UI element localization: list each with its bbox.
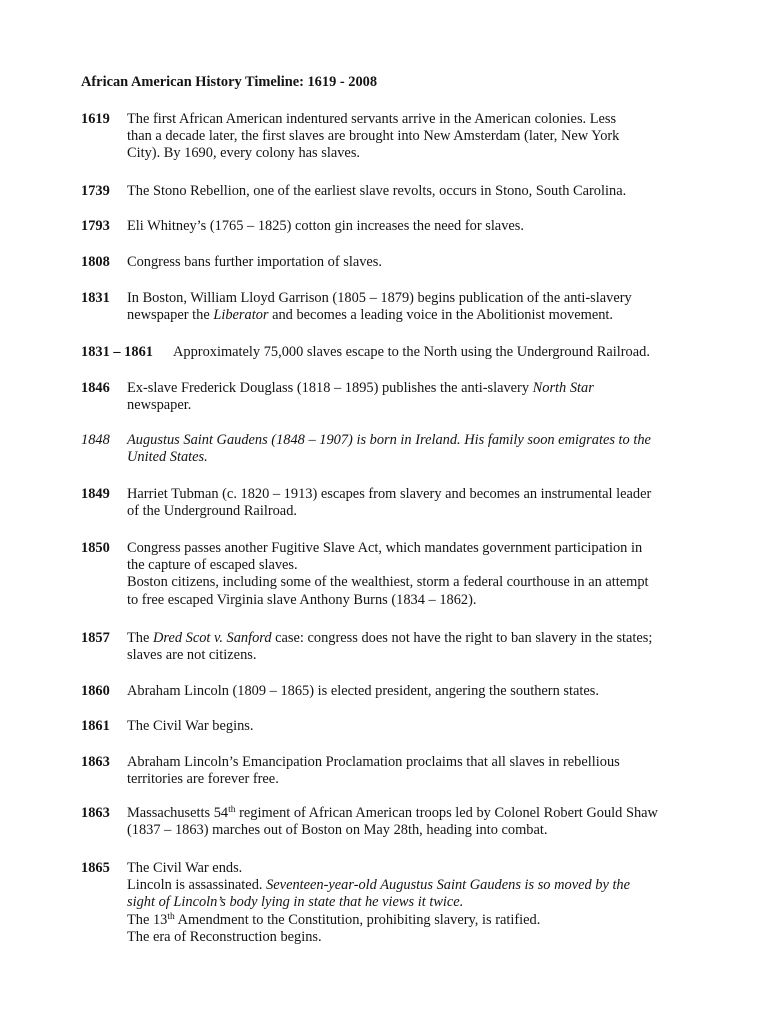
description-line xyxy=(127,111,697,128)
italic-text: Seventeen-year-old Augustus Saint Gaudens is so moved by the xyxy=(266,877,631,894)
entry-year: 1850 xyxy=(81,540,110,556)
description-line xyxy=(127,574,697,591)
description-line xyxy=(127,380,697,397)
text-run: Massachusetts 54 xyxy=(127,805,229,821)
entry-description xyxy=(127,218,697,235)
text-run: Eli Whitney’s (1765 – 1825) cotton gin increases the need for slaves. xyxy=(127,218,524,234)
description-line xyxy=(127,929,697,946)
entry-year: 1846 xyxy=(81,380,110,396)
description-line xyxy=(127,718,697,735)
text-run: newspaper the xyxy=(127,307,214,324)
entry-year: 1861 xyxy=(81,718,110,734)
text-run: The first African American indentured servants arrive in the American colonies. Less xyxy=(127,111,617,127)
text-run: In Boston, William Lloyd Garrison (1805 – 1879) begins publication of the anti-slavery xyxy=(127,290,632,306)
text-run: to free escaped Virginia slave Anthony Burns (1834 – 1862). xyxy=(127,591,477,608)
text-run: the capture of escaped slaves. xyxy=(127,557,298,574)
document-title: African American History Timeline: 1619 - 2008 xyxy=(81,74,378,90)
italic-text: Dred Scot v. Sanford xyxy=(152,630,272,646)
description-line xyxy=(127,128,697,145)
text-run: and becomes a leading voice in the Abolitionist movement. xyxy=(268,307,613,324)
text-run: The era of Reconstruction begins. xyxy=(127,928,322,945)
description-line xyxy=(127,894,697,911)
description-line xyxy=(127,486,697,503)
description-line xyxy=(127,307,697,324)
description-line xyxy=(127,557,697,574)
entry-year: 1865 xyxy=(81,860,110,876)
description-line xyxy=(127,254,697,271)
text-run: Harriet Tubman (c. 1820 – 1913) escapes from slavery and becomes an instrumental leader xyxy=(127,486,652,502)
description-line xyxy=(127,540,697,557)
description-line xyxy=(127,218,697,235)
entry-description xyxy=(127,380,697,414)
text-run: The Civil War ends. xyxy=(127,860,243,876)
entry-description xyxy=(127,540,697,609)
entry-description xyxy=(127,254,697,271)
description-line xyxy=(127,290,697,307)
text-run: Ex-slave Frederick Douglass (1818 – 1895) publishes the anti-slavery xyxy=(127,380,533,396)
description-line xyxy=(127,912,697,929)
text-run: The Civil War begins. xyxy=(127,718,254,734)
text-run: The Stono Rebellion, one of the earliest slave revolts, occurs in Stono, South Carolina. xyxy=(127,183,627,199)
ordinal-suffix: th xyxy=(228,805,236,815)
entry-description xyxy=(127,683,697,700)
text-run: Boston citizens, including some of the wealthiest, storm a federal courthouse in an attempt xyxy=(127,574,649,591)
text-run: regiment of African American troops led by Colonel Robert Gould Shaw xyxy=(235,805,658,821)
entry-description xyxy=(127,630,697,664)
entry-year: 1831 xyxy=(81,290,110,306)
text-run: Congress bans further importation of slaves. xyxy=(127,254,382,270)
italic-text: United States. xyxy=(127,449,208,466)
text-run: slaves are not citizens. xyxy=(127,647,257,664)
entry-year: 1849 xyxy=(81,486,110,502)
text-run: Amendment to the Constitution, prohibiting slavery, is ratified. xyxy=(174,911,541,928)
entry-description xyxy=(127,805,697,839)
description-line xyxy=(127,183,697,200)
description-line xyxy=(127,771,697,788)
description-line xyxy=(127,503,697,520)
description-line xyxy=(127,449,697,466)
text-run: The 13 xyxy=(127,911,168,928)
entry-year: 1860 xyxy=(81,683,110,699)
entry-description xyxy=(127,860,697,946)
italic-text: Augustus Saint Gaudens (1848 – 1907) is born in Ireland. His family soon emigrates to the xyxy=(127,432,651,448)
text-run: case: congress does not have the right to ban slavery in the states; xyxy=(271,630,653,646)
description-line xyxy=(127,592,697,609)
entry-description xyxy=(173,344,743,361)
entry-description xyxy=(127,718,697,735)
description-line xyxy=(173,344,743,361)
text-run: Congress passes another Fugitive Slave Act, which mandates government participation in xyxy=(127,540,643,556)
text-run: of the Underground Railroad. xyxy=(127,503,297,520)
description-line xyxy=(127,754,697,771)
entry-description xyxy=(127,754,697,788)
text-run: The xyxy=(127,630,153,646)
text-run: Abraham Lincoln (1809 – 1865) is elected president, angering the southern states. xyxy=(127,683,599,699)
entry-year: 1857 xyxy=(81,630,110,646)
description-line xyxy=(127,860,697,877)
entry-year: 1619 xyxy=(81,111,110,127)
entry-year: 1863 xyxy=(81,754,110,770)
entry-description xyxy=(127,183,697,200)
text-run: (1837 – 1863) marches out of Boston on May 28th, heading into combat. xyxy=(127,822,548,839)
description-line xyxy=(127,397,697,414)
description-line xyxy=(127,432,697,449)
entry-year: 1739 xyxy=(81,183,110,199)
entry-description xyxy=(127,290,697,324)
entry-year: 1848 xyxy=(81,432,110,448)
description-line xyxy=(127,877,697,894)
entry-year: 1808 xyxy=(81,254,110,270)
entry-description xyxy=(127,486,697,520)
entry-year: 1831 – 1861 xyxy=(81,344,153,360)
description-line xyxy=(127,647,697,664)
entry-year: 1793 xyxy=(81,218,110,234)
text-run: than a decade later, the first slaves are brought into New Amsterdam (later, New York xyxy=(127,128,620,145)
italic-text: Liberator xyxy=(213,307,269,324)
entry-description xyxy=(127,111,697,163)
description-line xyxy=(127,805,697,822)
text-run: newspaper. xyxy=(127,397,192,414)
description-line xyxy=(127,630,697,647)
ordinal-suffix: th xyxy=(167,911,175,922)
text-run: Lincoln is assassinated. xyxy=(127,877,267,894)
description-line xyxy=(127,145,697,162)
italic-text: North Star xyxy=(532,380,594,396)
text-run: City). By 1690, every colony has slaves. xyxy=(127,145,361,162)
text-run: territories are forever free. xyxy=(127,771,279,788)
description-line xyxy=(127,822,697,839)
text-run: Abraham Lincoln’s Emancipation Proclamation proclaims that all slaves in rebellious xyxy=(127,754,620,770)
entry-description xyxy=(127,432,697,466)
description-line xyxy=(127,683,697,700)
text-run: Approximately 75,000 slaves escape to the North using the Underground Railroad. xyxy=(173,344,650,360)
entry-year: 1863 xyxy=(81,805,110,821)
italic-text: sight of Lincoln’s body lying in state that he views it twice. xyxy=(127,894,464,911)
